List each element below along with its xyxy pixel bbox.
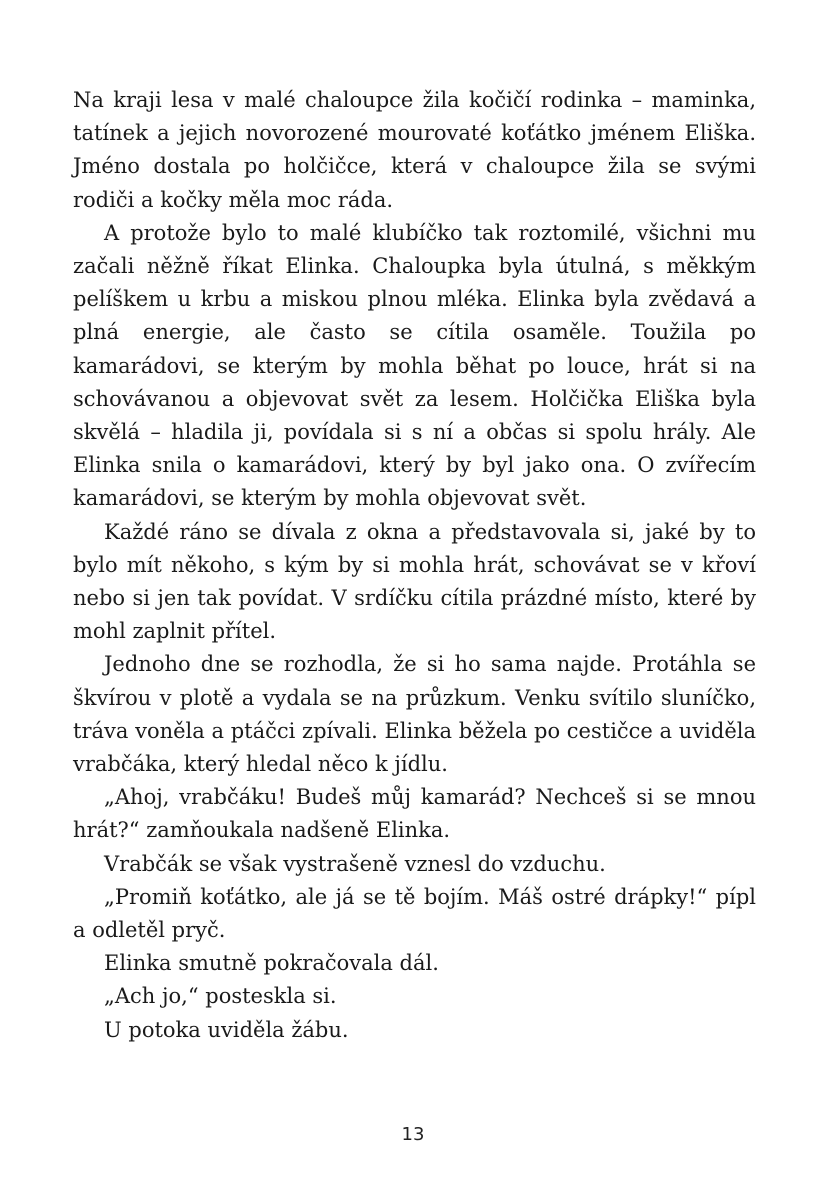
paragraph-9: „Ach jo,“ posteskla si. <box>104 984 337 1009</box>
paragraph-3: Každé ráno se dívala z okna a představovala si, jaké by to bylo mít někoho, s kým by si mohla hrát, schovávat se v křoví nebo si jen tak povídat. V srdíčku cítila prázdné místo, které by mohl zaplnit přítel. <box>73 519 756 644</box>
paragraph-6: Vrabčák se však vystrašeně vznesl do vzduchu. <box>104 851 606 876</box>
page-number: 13 <box>401 1124 425 1145</box>
paragraph-8: Elinka smutně pokračovala dál. <box>104 951 439 976</box>
story-text <box>73 84 756 1047</box>
paragraph-5: „Ahoj, vrabčáku! Budeš můj kamarád? Nechceš si se mnou hrát?“ zamňoukala nadšeně Elinka. <box>73 785 756 843</box>
paragraph-1: Na kraji lesa v malé chaloupce žila kočičí rodinka – maminka, tatínek a jejich novorozené mourovaté koťátko jménem Eliška. Jméno dostala po holčičce, která v chaloupce žila se svými rodiči a kočky měla moc ráda. <box>73 88 756 212</box>
paragraph-7: „Promiň koťátko, ale já se tě bojím. Máš ostré drápky!“ pípl a odletěl pryč. <box>73 884 756 943</box>
paragraph-10: U potoka uviděla žábu. <box>104 1017 349 1042</box>
paragraph-4: Jednoho dne se rozhodla, že si ho sama najde. Protáhla se škvírou v plotě a vydala se na průzkum. Venku svítilo sluníčko, tráva voněla a ptáčci zpívali. Elinka běžela po cestičce a uviděla vrabčáka, který hledal něco k jídlu. <box>73 652 756 777</box>
paragraph-2: A protože bylo to malé klubíčko tak roztomilé, všichni mu začali něžně říkat Elinka. Chaloupka byla útulná, s měkkým pelíškem u krbu a miskou plnou mléka. Elinka byla zvědavá a plná energie, ale často se cítila osaměle. Toužila po kamarádovi, se kterým by mohla běhat po louce, hrát si na schovávanou a objevovat svět za lesem. Holčička Eliška byla skvělá – hladila ji, povídala si s ní a občas si spolu hrály. Ale Elinka snila o kamarádovi, který by byl jako ona. O zvířecím kamarádovi, se kterým by mohla objevovat svět. <box>73 220 756 511</box>
